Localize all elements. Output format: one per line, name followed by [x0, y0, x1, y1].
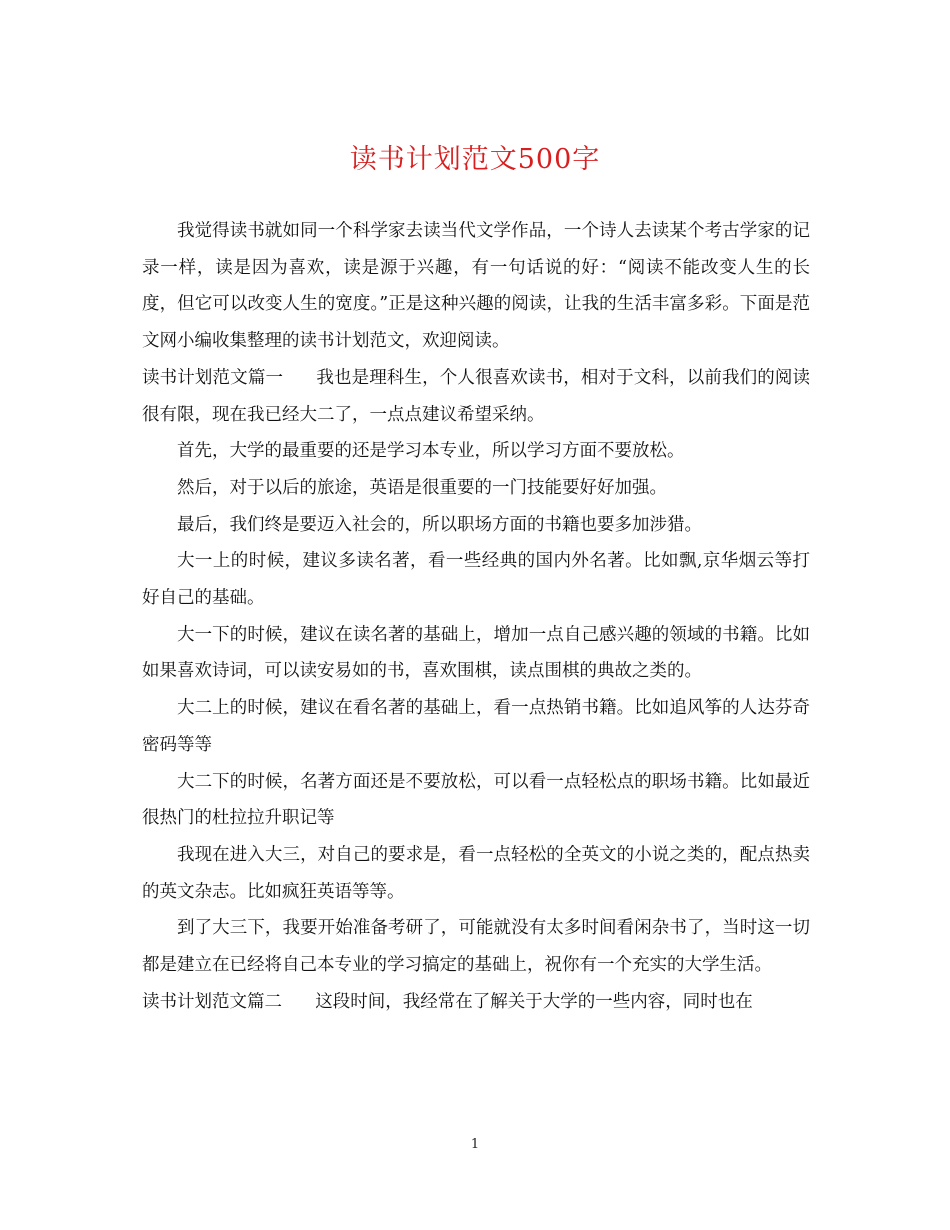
page-number: 1: [470, 1137, 480, 1152]
paragraph: 我现在进入大三，对自己的要求是，看一点轻松的全英文的小说之类的，配点热卖的英文杂志。比如疯狂英语等等。: [142, 844, 810, 902]
paragraph: 大二下的时候，名著方面还是不要放松，可以看一点轻松点的职场书籍。比如最近很热门的杜拉拉升职记等: [142, 771, 810, 829]
paragraph: 最后，我们终是要迈入社会的，所以职场方面的书籍也要多加涉猎。: [177, 514, 702, 535]
chapter-heading: 读书计划范文篇二: [142, 991, 282, 1012]
paragraph: 到了大三下，我要开始准备考研了，可能就没有太多时间看闲杂书了，当时这一切都是建立在已经将自己本专业的学习搞定的基础上，祝你有一个充实的大学生活。: [142, 918, 810, 976]
paragraph: 大一下的时候，建议在读名著的基础上，增加一点自己感兴趣的领域的书籍。比如如果喜欢诗词，可以读安易如的书，喜欢围棋，读点围棋的典故之类的。: [142, 624, 810, 682]
paragraph: [142, 360, 810, 433]
paragraph: 我觉得读书就如同一个科学家去读当代文学作品，一个诗人去读某个考古学家的记录一样，读是因为喜欢，读是源于兴趣，有一句话说的好：“阅读不能改变人生的长度，但它可以改变人生的宽度。”正是这种兴趣的阅读，让我的生活丰富多彩。下面是范文网小编收集整理的读书计划范文，欢迎阅读。: [142, 221, 810, 352]
chapter-heading: 读书计划范文篇一: [142, 367, 284, 388]
paragraph: 大一上的时候，建议多读名著，看一些经典的国内外名著。比如飘,京华烟云等打好自己的基础。: [142, 551, 810, 609]
document-body: [142, 213, 810, 1020]
paragraph: [142, 984, 810, 1021]
paragraph: 大二上的时候，建议在看名著的基础上，看一点热销书籍。比如追风筝的人达芬奇密码等等: [142, 698, 810, 755]
paragraph: 然后，对于以后的旅途，英语是很重要的一门技能要好好加强。: [177, 477, 667, 498]
paragraph-text: 我也是理科生，个人很喜欢读书，相对于文科，以前我们的阅读很有限，现在我已经大二了，一点点建议希望采纳。: [142, 367, 811, 425]
paragraph: 首先，大学的最重要的还是学习本专业，所以学习方面不要放松。: [177, 441, 685, 462]
paragraph-text: 这段时间，我经常在了解关于大学的一些内容，同时也在: [315, 991, 753, 1012]
document-title: 读书计划范文500字: [349, 144, 601, 175]
